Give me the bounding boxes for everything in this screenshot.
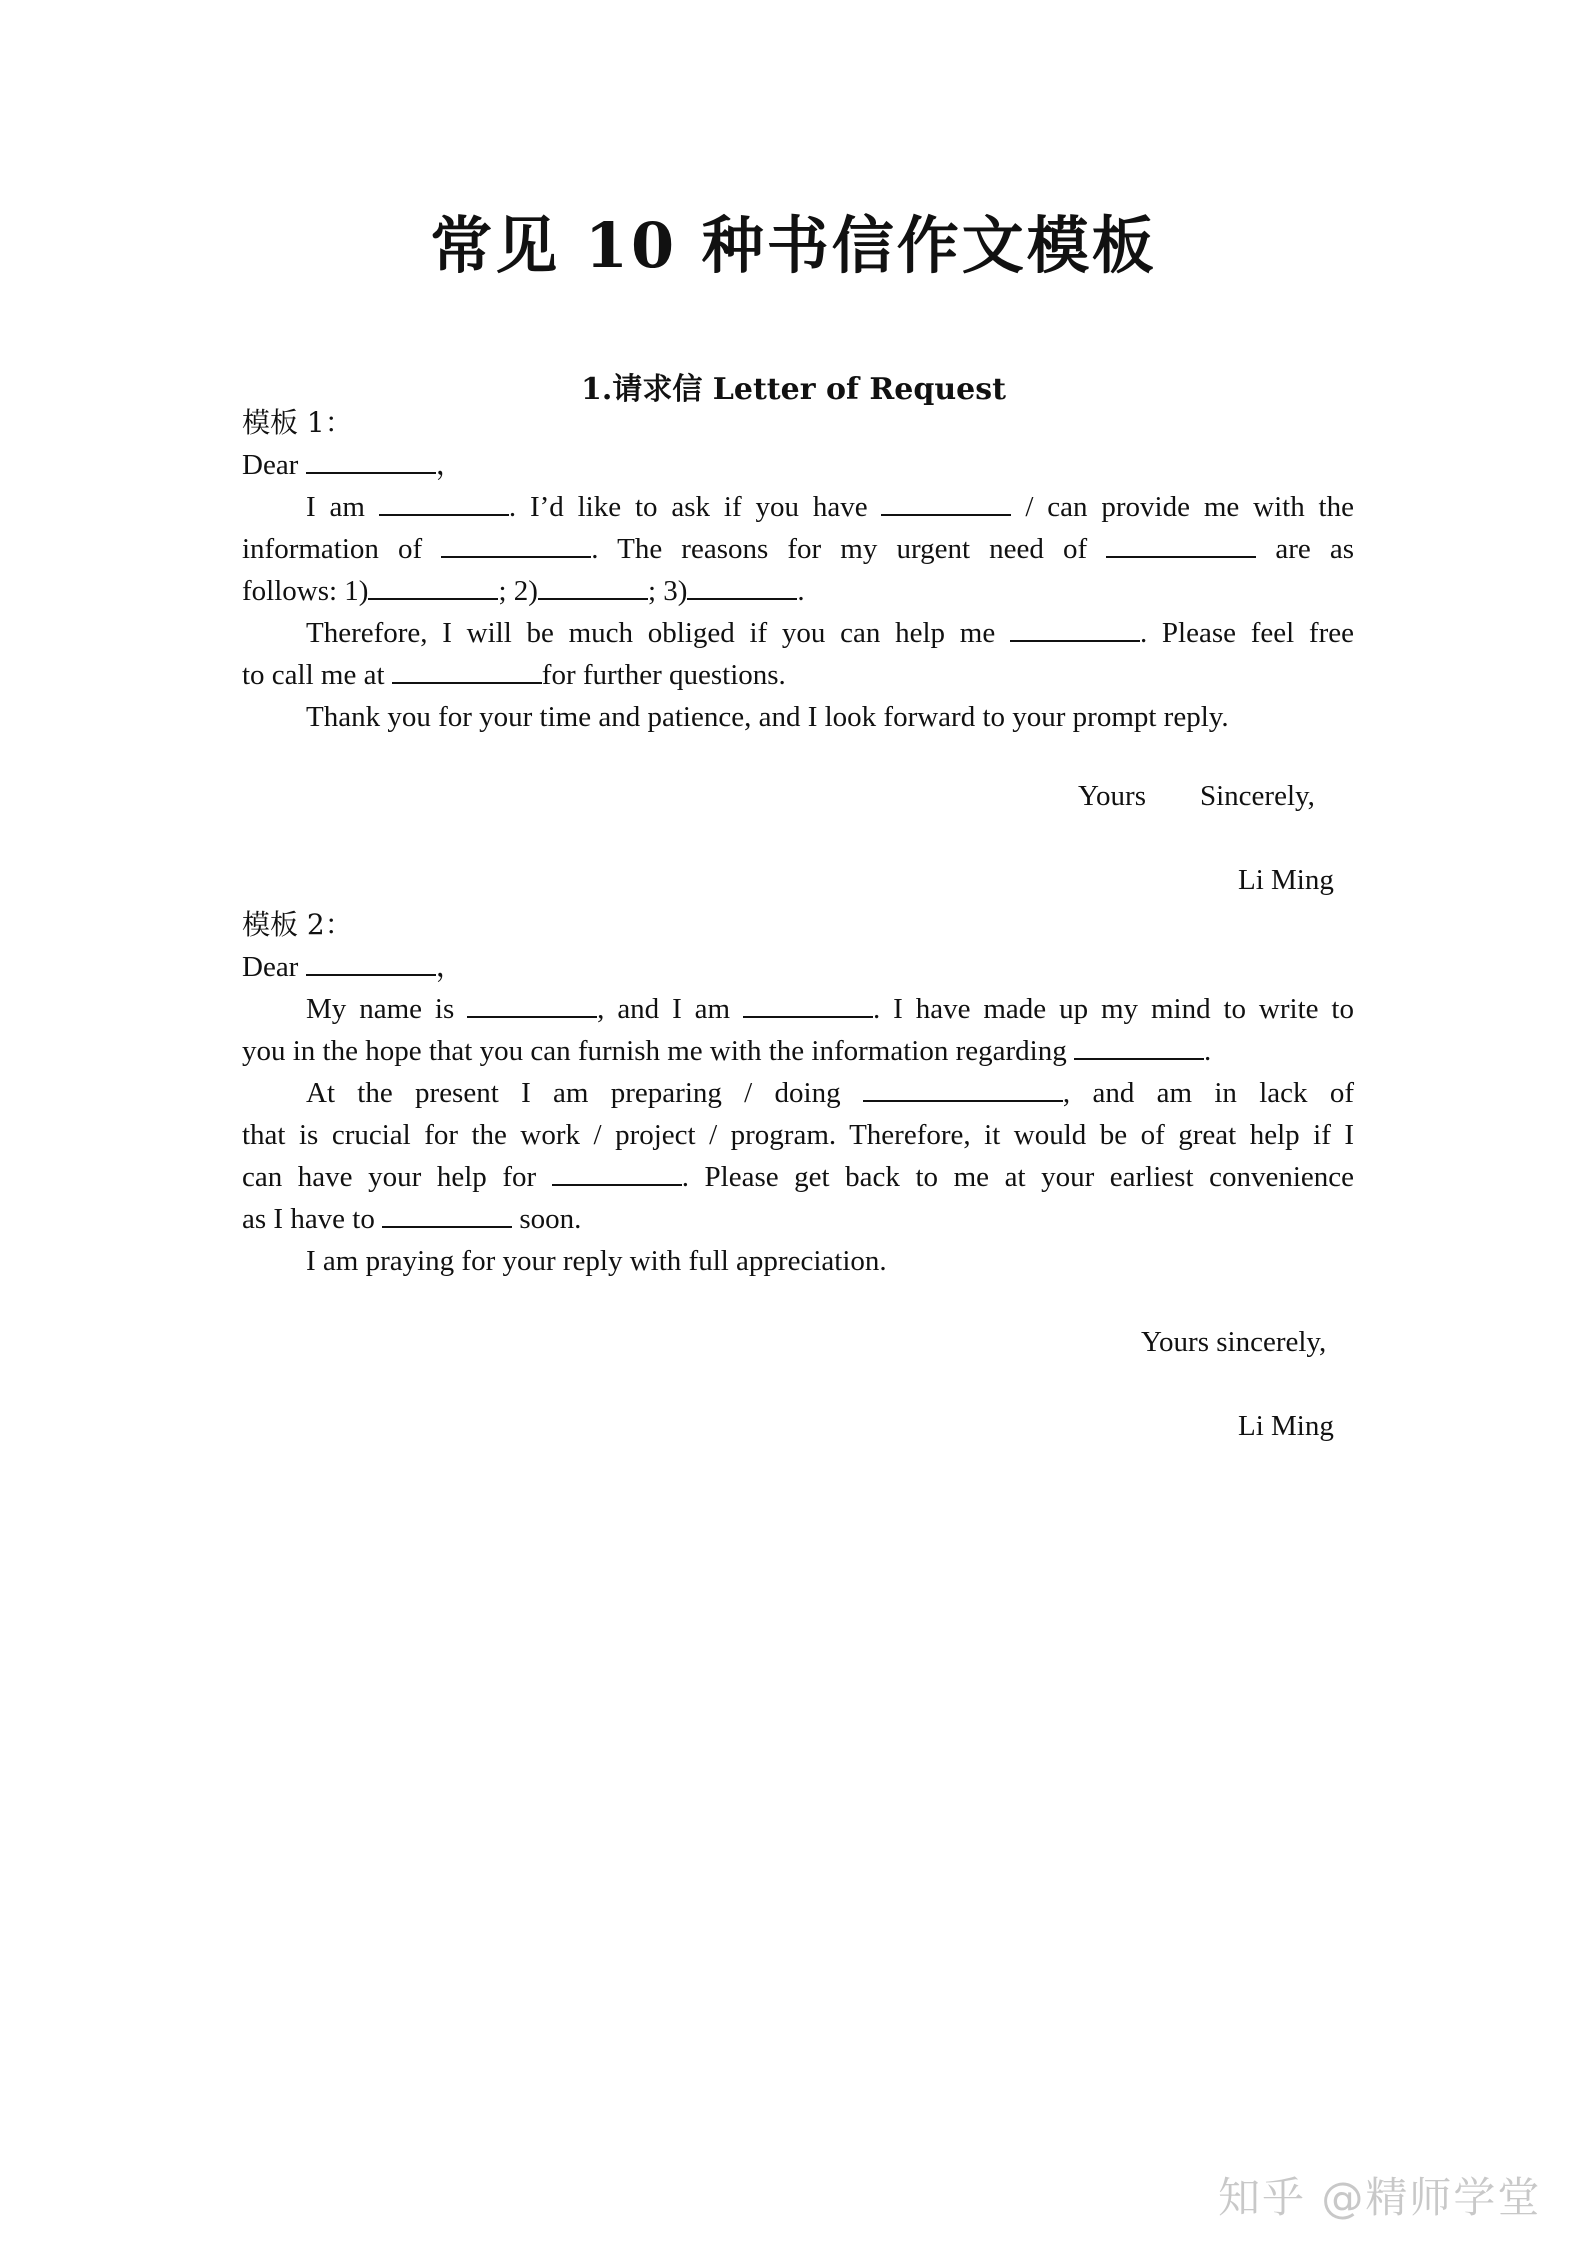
text: follows: 1): [242, 575, 369, 607]
template-2-p1-line2: [242, 1030, 1354, 1072]
template-1-p1-line2: [242, 528, 1354, 570]
blank-deadline: [382, 1200, 512, 1228]
blank-phone: [392, 656, 542, 684]
greeting-comma: ，: [435, 951, 465, 983]
text: , and I am: [597, 993, 743, 1025]
text: for further questions.: [541, 659, 786, 691]
text: . I’d like to ask if you have: [508, 491, 882, 523]
blank-help: [552, 1158, 682, 1186]
template-2-p2-line3: [242, 1156, 1354, 1198]
template-2: [242, 904, 1354, 1282]
text: . The reasons for my urgent need of: [591, 533, 1107, 565]
template-1-p3: Thank you for your time and patience, and I look forward to your prompt reply.: [306, 701, 1229, 733]
text: .: [797, 575, 805, 607]
template-1-p1-line3: [242, 570, 1354, 612]
template-2-p3: I am praying for your reply with full appreciation.: [306, 1245, 887, 1277]
section-heading: 1.请求信 Letter of Request: [581, 372, 1006, 407]
blank-regarding: [1074, 1032, 1204, 1060]
text: . Please feel free: [1139, 617, 1354, 649]
blank-reason-3: [687, 572, 797, 600]
text: / can provide me with the: [1011, 491, 1354, 523]
template-2-p2-line2: that is crucial for the work / project / program. Therefore, it would be of great help if I: [242, 1119, 1354, 1151]
template-1-p2-line1: [242, 612, 1354, 654]
blank-task: [863, 1074, 1063, 1102]
template-2-p2-line4: [242, 1198, 1354, 1240]
text: soon.: [512, 1203, 582, 1235]
blank-item: [881, 488, 1011, 516]
text: information of: [242, 533, 442, 565]
text: , and am in lack of: [1062, 1077, 1354, 1109]
text: At the present I am preparing / doing: [306, 1077, 863, 1109]
template-2-label: 模板 2：: [242, 908, 353, 941]
greeting-comma: ，: [435, 449, 465, 481]
template-1-closing-2: Sincerely,: [1200, 780, 1315, 812]
text: you in the hope that you can furnish me with the information regarding: [242, 1035, 1074, 1067]
template-2-p1-line1: [242, 988, 1354, 1030]
watermark-text: 知乎 @精师学堂: [1218, 2173, 1542, 2222]
blank-help: [1010, 614, 1140, 642]
blank-identity: [743, 990, 873, 1018]
text: I am: [306, 491, 379, 523]
blank-reason-1: [368, 572, 498, 600]
text: My name is: [306, 993, 468, 1025]
greeting-text: Dear: [242, 449, 306, 481]
template-2-signature: Li Ming: [1238, 1410, 1334, 1442]
template-2-p2-line1: [242, 1072, 1354, 1114]
text: .: [1203, 1035, 1212, 1067]
template-1-greeting: [242, 444, 1354, 486]
text: Therefore, I will be much obliged if you can help me: [306, 617, 1010, 649]
blank-information: [441, 530, 591, 558]
text: are as: [1256, 533, 1354, 565]
page-title: 常见 10 种书信作文模板: [430, 209, 1157, 282]
blank-reason-2: [538, 572, 648, 600]
text: . I have made up my mind to write to: [873, 993, 1354, 1025]
blank-recipient: [306, 446, 436, 474]
blank-need: [1106, 530, 1256, 558]
text: as I have to: [242, 1203, 383, 1235]
text: . Please get back to me at your earliest convenience: [681, 1161, 1354, 1193]
template-1-signature: Li Ming: [1238, 864, 1334, 896]
template-1-label: 模板 1：: [242, 406, 353, 439]
template-1-p1-line1: [242, 486, 1354, 528]
template-1-closing-1: Yours: [1078, 780, 1146, 812]
text: to call me at: [242, 659, 392, 691]
template-2-greeting: [242, 946, 1354, 988]
blank-identity: [379, 488, 509, 516]
template-2-closing: Yours sincerely,: [1141, 1326, 1327, 1358]
text: ; 2): [498, 575, 538, 607]
text: can have your help for: [242, 1161, 552, 1193]
template-1-p2-line2: [242, 654, 1354, 696]
blank-name: [467, 990, 597, 1018]
greeting-text: Dear: [242, 951, 306, 983]
text: ; 3): [647, 575, 688, 607]
blank-recipient: [306, 948, 436, 976]
template-1: [242, 402, 1354, 738]
